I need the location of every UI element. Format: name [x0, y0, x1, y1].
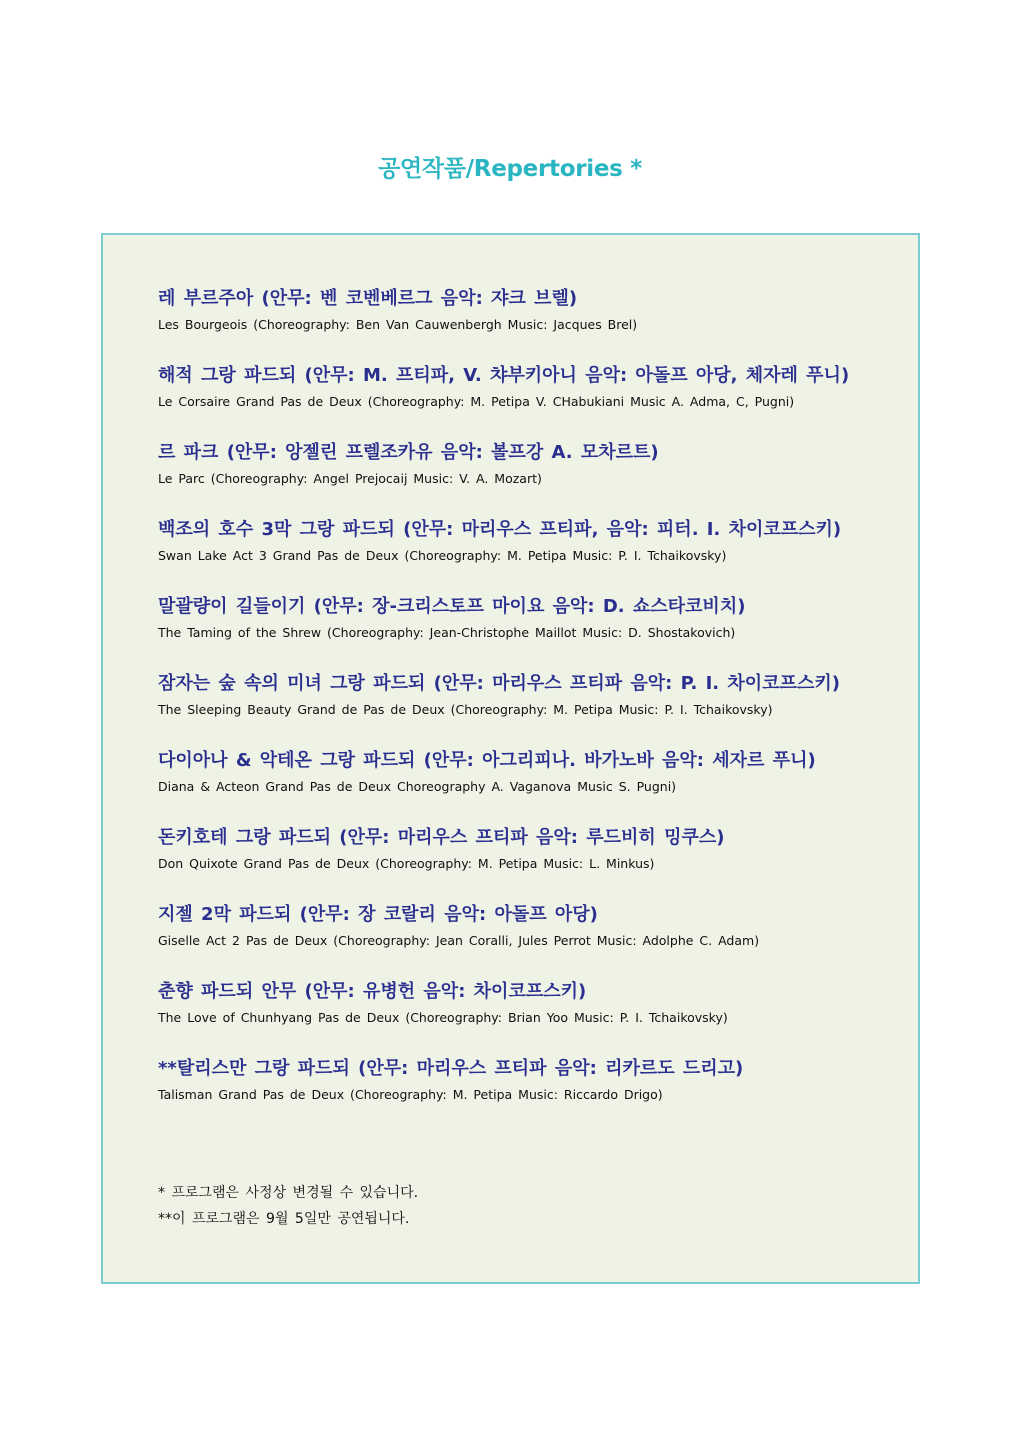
repertory-title-en: Talisman Grand Pas de Deux (Choreography: M. Petipa Music: Riccardo Drigo) — [158, 1087, 663, 1102]
repertory-item — [158, 285, 898, 362]
repertory-title-ko: 잠자는 숲 속의 미녀 그랑 파드되 (안무: 마리우스 프티파 음악: P. I. 차이코프스키) — [158, 673, 840, 694]
repertory-title-ko: **탈리스만 그랑 파드되 (안무: 마리우스 프티파 음악: 리카르도 드리고) — [158, 1058, 744, 1079]
repertory-panel — [101, 233, 920, 1284]
repertory-title-ko: 레 부르주아 (안무: 벤 코벤베르그 음악: 쟈크 브렐) — [158, 288, 578, 309]
repertory-item — [158, 362, 898, 439]
repertory-title-en: Swan Lake Act 3 Grand Pas de Deux (Choreography: M. Petipa Music: P. I. Tchaikovsky) — [158, 548, 727, 563]
repertory-title-en: Les Bourgeois (Choreography: Ben Van Cauwenbergh Music: Jacques Brel) — [158, 317, 638, 332]
repertory-title-en: Le Corsaire Grand Pas de Deux (Choreography: M. Petipa V. CHabukiani Music A. Adma, C, Pugni) — [158, 394, 795, 409]
repertory-title-en: Giselle Act 2 Pas de Deux (Choreography: Jean Coralli, Jules Perrot Music: Adolphe C. Adam) — [158, 933, 760, 948]
repertory-item — [158, 824, 898, 901]
repertory-title-ko: 지젤 2막 파드되 (안무: 장 코랄리 음악: 아돌프 아당) — [158, 904, 598, 925]
repertory-title-ko: 백조의 호수 3막 그랑 파드되 (안무: 마리우스 프티파, 음악: 피터. I. 차이코프스키) — [158, 519, 842, 540]
repertory-title-ko: 춘향 파드되 안무 (안무: 유병헌 음악: 차이코프스키) — [158, 981, 587, 1002]
footnote-program-change: * 프로그램은 사정상 변경될 수 있습니다. — [158, 1185, 419, 1201]
repertory-title-ko: 르 파크 (안무: 앙젤린 프렐조카유 음악: 볼프강 A. 모차르트) — [158, 442, 659, 463]
repertory-title-en: The Sleeping Beauty Grand de Pas de Deux (Choreography: M. Petipa Music: P. I. Tchaikovsky) — [158, 702, 773, 717]
repertory-title-en: Diana & Acteon Grand Pas de Deux Choreography A. Vaganova Music S. Pugni) — [158, 779, 677, 794]
repertory-item — [158, 901, 898, 978]
footnotes — [158, 1180, 418, 1232]
repertory-list — [158, 285, 898, 1132]
footnote-performance-date: **이 프로그램은 9월 5일만 공연됩니다. — [158, 1211, 410, 1227]
repertory-title-en: The Taming of the Shrew (Choreography: Jean-Christophe Maillot Music: D. Shostakovich) — [158, 625, 736, 640]
repertory-item — [158, 593, 898, 670]
repertory-title-en: Don Quixote Grand Pas de Deux (Choreography: M. Petipa Music: L. Minkus) — [158, 856, 655, 871]
repertory-title-ko: 돈키호테 그랑 파드되 (안무: 마리우스 프티파 음악: 루드비히 밍쿠스) — [158, 827, 725, 848]
repertory-item — [158, 670, 898, 747]
repertory-item — [158, 516, 898, 593]
repertory-title-ko: 말괄량이 길들이기 (안무: 장-크리스토프 마이요 음악: D. 쇼스타코비치) — [158, 596, 746, 617]
repertory-title-en: The Love of Chunhyang Pas de Deux (Choreography: Brian Yoo Music: P. I. Tchaikovsky) — [158, 1010, 728, 1025]
repertory-item — [158, 978, 898, 1055]
repertory-item — [158, 439, 898, 516]
repertory-item — [158, 1055, 898, 1132]
repertory-title-ko: 다이아나 & 악테온 그랑 파드되 (안무: 아그리피나. 바가노바 음악: 세자르 푸니) — [158, 750, 816, 771]
repertory-item — [158, 747, 898, 824]
repertory-title-en: Le Parc (Choreography: Angel Prejocaij Music: V. A. Mozart) — [158, 471, 542, 486]
page-title: 공연작품/Repertories * — [378, 156, 642, 182]
repertory-title-ko: 해적 그랑 파드되 (안무: M. 프티파, V. 챠부키아니 음악: 아돌프 아당, 체자레 푸니) — [158, 365, 850, 386]
